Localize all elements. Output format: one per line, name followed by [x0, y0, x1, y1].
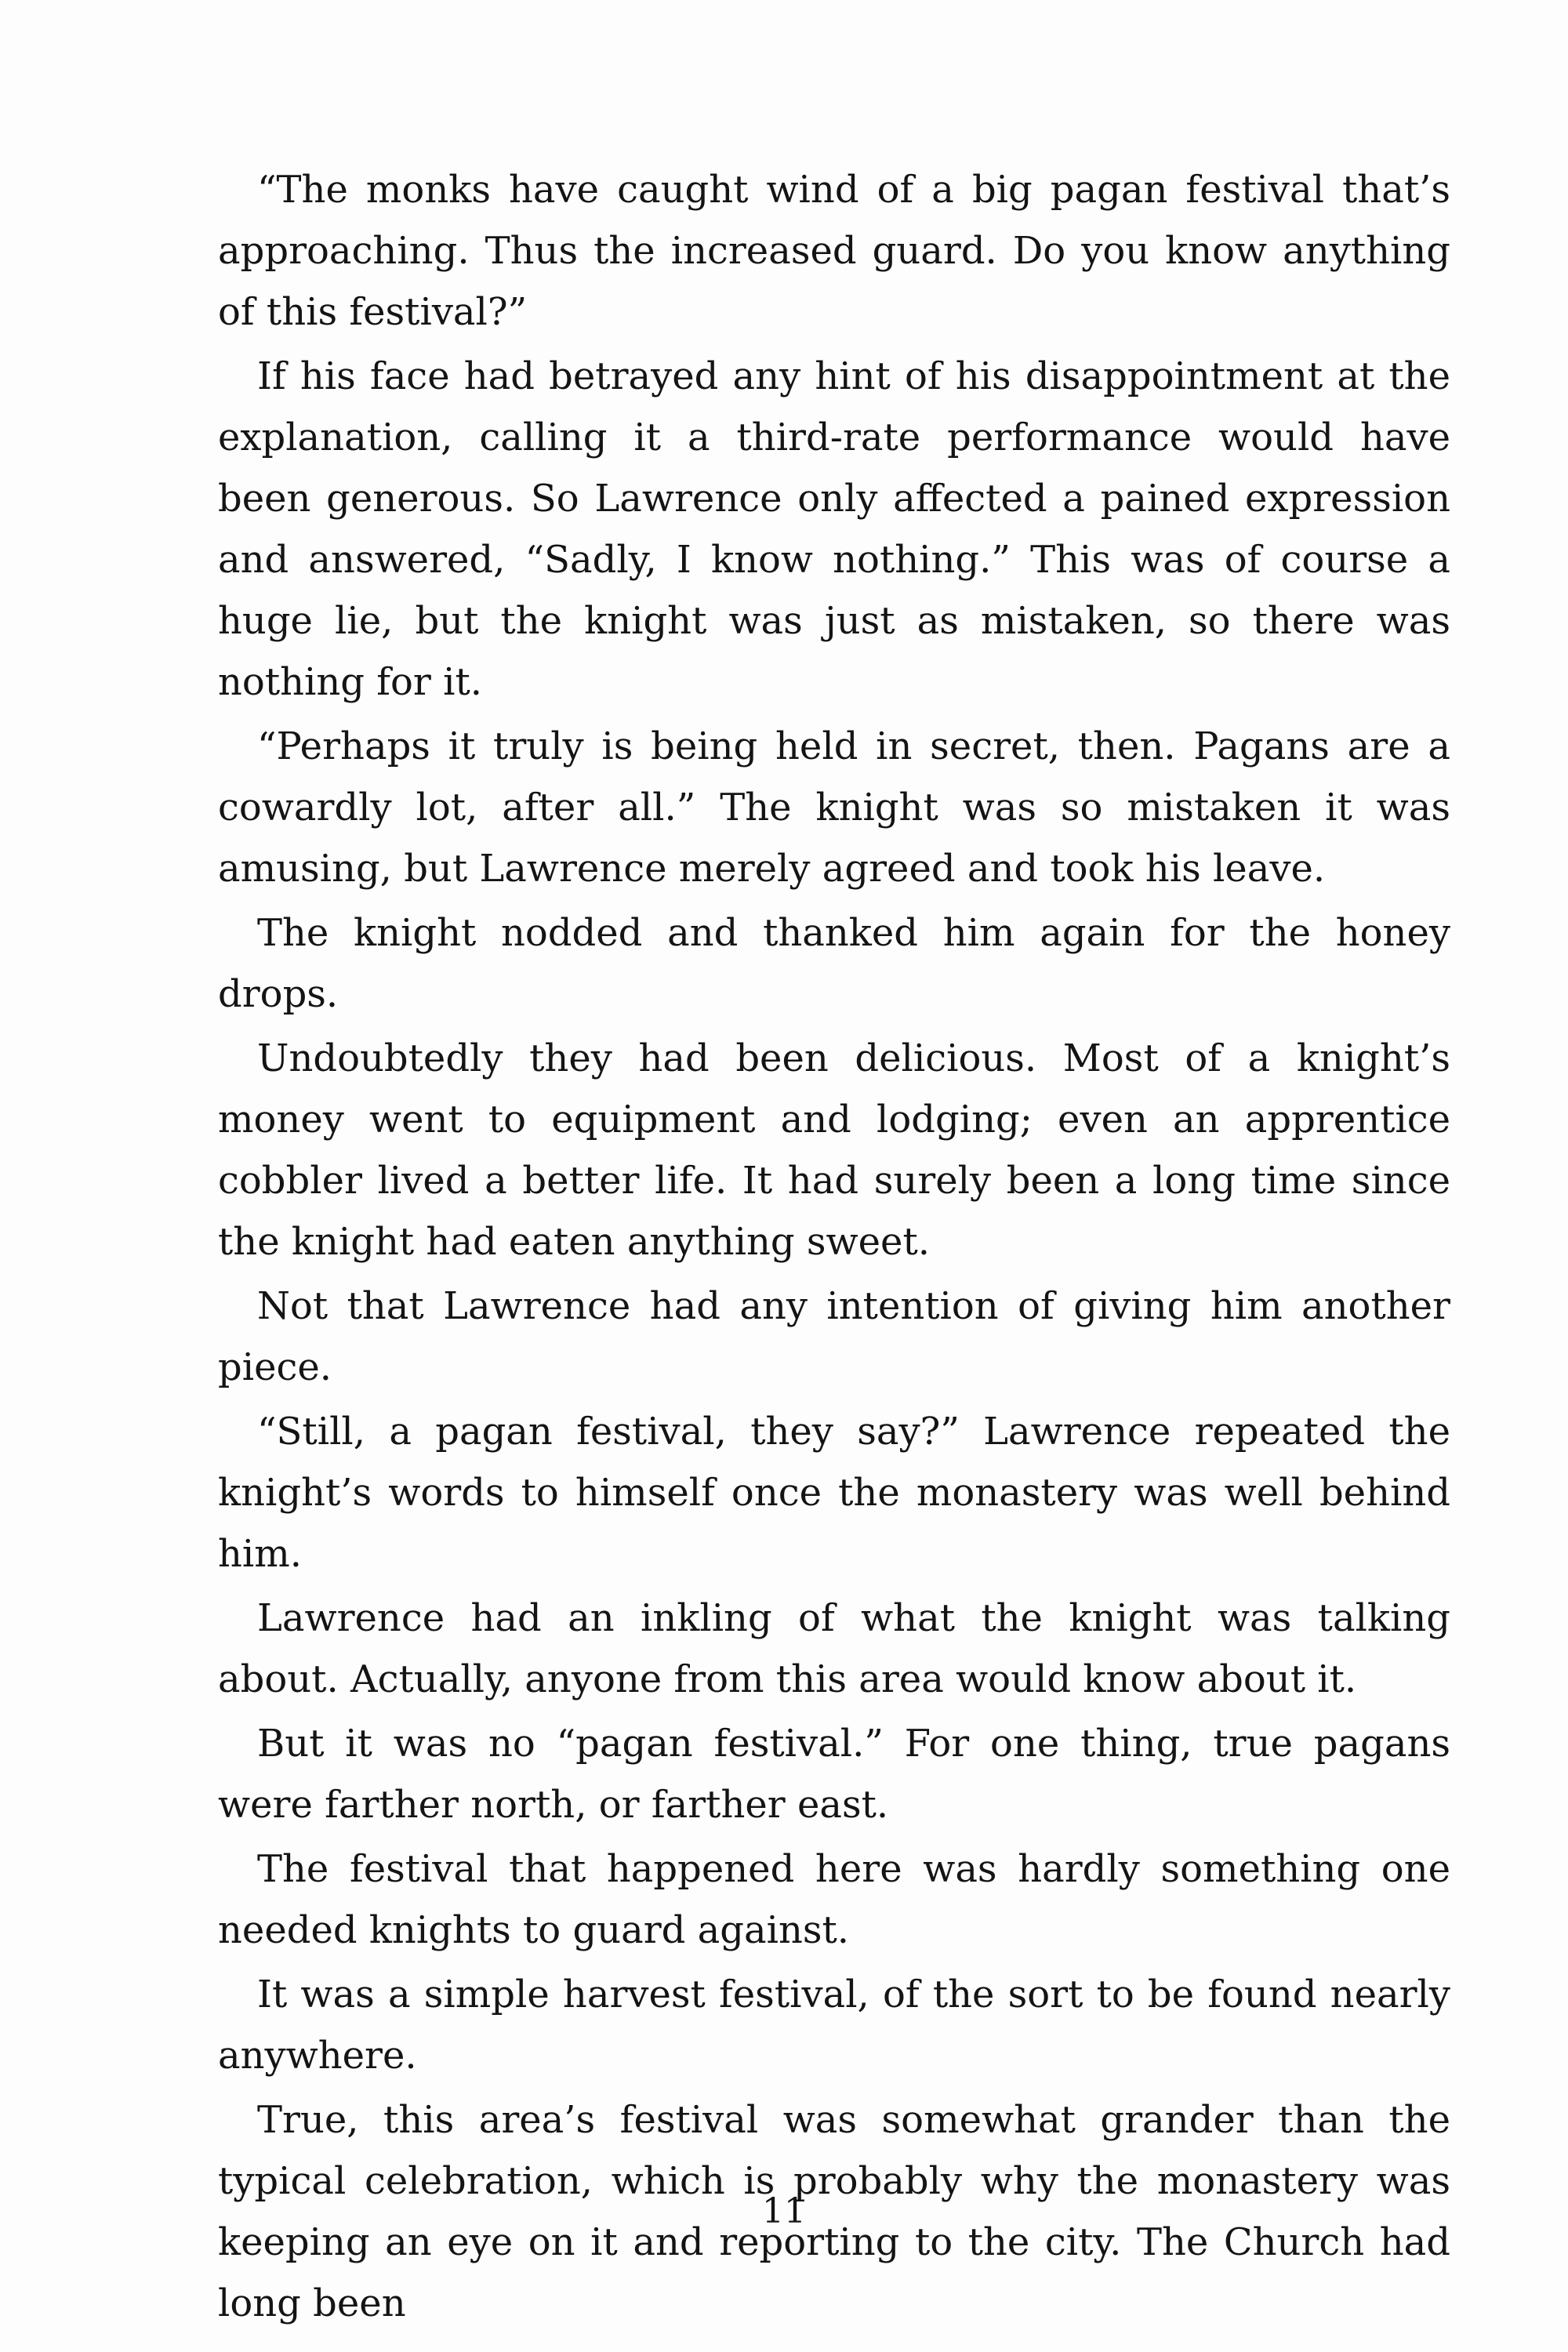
paragraph: It was a simple harvest festival, of the sort to be found nearly anywhere. [218, 1973, 1450, 2078]
paragraph: True, this area’s festival was somewhat grander than the typical celebration, which is probably why the monastery was keeping an eye on it and reporting to the city. The Church had long been [218, 2098, 1450, 2325]
paragraph: Undoubtedly they had been delicious. Most of a knight’s money went to equipment and lodging; even an apprentice cobbler lived a better life. It had surely been a long time since the knight had eaten anything sweet. [218, 1036, 1450, 1264]
body-text [218, 159, 1450, 2337]
paragraph: But it was no “pagan festival.” For one thing, true pagans were farther north, or farther east. [218, 1722, 1450, 1827]
page-number: 11 [762, 2191, 806, 2231]
paragraph: “The monks have caught wind of a big pagan festival that’s approaching. Thus the increased guard. Do you know anything of this festival?” [218, 168, 1450, 334]
paragraph: “Perhaps it truly is being held in secret, then. Pagans are a cowardly lot, after all.” The knight was so mistaken it was amusing, but Lawrence merely agreed and took his leave. [218, 724, 1450, 891]
paragraph: The festival that happened here was hardly something one needed knights to guard against. [218, 1847, 1450, 1952]
paragraph: Lawrence had an inkling of what the knight was talking about. Actually, anyone from this area would know about it. [218, 1596, 1450, 1701]
paragraph: The knight nodded and thanked him again for the honey drops. [218, 911, 1450, 1016]
paragraph: “Still, a pagan festival, they say?” Lawrence repeated the knight’s words to himself once the monastery was well behind him. [218, 1410, 1450, 1576]
paragraph: Not that Lawrence had any intention of giving him another piece. [218, 1284, 1450, 1389]
paragraph: If his face had betrayed any hint of his disappointment at the explanation, calling it a third-rate performance would have been generous. So Lawrence only affected a pained expression and answered, “Sadly, I know nothing.” This was of course a huge lie, but the knight was just as mistaken, so there was nothing for it. [218, 354, 1450, 704]
